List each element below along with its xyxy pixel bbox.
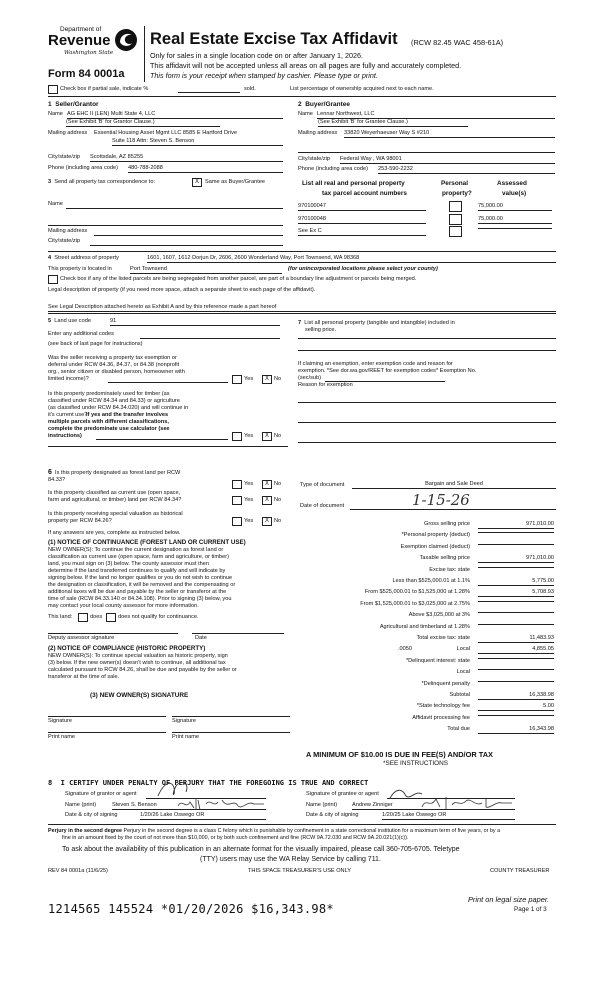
notice-2-line: transferor at the time of sale. — [48, 674, 120, 680]
header-divider — [144, 26, 145, 82]
personal-property-list-2[interactable] — [298, 350, 556, 351]
doc-type-label: Type of document — [300, 482, 345, 488]
header-line-1: Only for sales in a single location code on or after January 1, 2026. — [150, 51, 363, 60]
sec7-label: 7 List all personal property (tangible and intangible) included in — [298, 320, 455, 326]
historic-no-checkbox[interactable]: X — [262, 517, 272, 526]
q2-yes-checkbox[interactable] — [232, 432, 242, 441]
grantee-name-label: Name (print) — [306, 802, 338, 808]
sec3-city-label: City/state/zip — [48, 238, 81, 244]
personal-property-checkbox[interactable] — [449, 226, 462, 237]
s6-q3-line: property per RCW 84.26? — [48, 518, 112, 524]
calc-row-value[interactable]: 971,010.00 — [478, 521, 554, 529]
deputy-date-line[interactable] — [192, 633, 284, 634]
q2-line: classified under RCW 84.34 and 84.33) or agriculture — [48, 398, 180, 404]
s6-q1-line-2: 84.33? — [48, 477, 66, 483]
current-use-yes-label: Yes — [244, 497, 254, 503]
s6-q2-line: Is this property classified as current use (open space, — [48, 490, 181, 496]
grantee-signature-label: Signature of grantee or agent — [306, 791, 379, 797]
grantor-initials-scribble-icon — [176, 796, 270, 812]
q1-no-label: No — [274, 376, 282, 382]
notice-1-line: time of sale (RCW 84.33.140 or 84.34.108). Prior to signing (3) below, you — [48, 596, 232, 602]
legal-paper-note: Print on legal size paper. — [468, 895, 550, 904]
calc-row-value[interactable] — [478, 612, 554, 613]
sec7-label-2: selling price. — [305, 327, 337, 333]
grantee-initials-scribble-icon — [420, 795, 520, 811]
location-field[interactable]: Port Townsend — [130, 266, 282, 274]
q2b-line: complete the predominate use calculator (see — [48, 426, 170, 432]
seller-phone-label: Phone (including area code) — [48, 165, 118, 171]
does-not-label: does not qualify for continuance. — [118, 614, 199, 620]
partial-sale-label: Check box if partial sale, indicate % — [60, 86, 149, 92]
parcel-number[interactable]: See Ex C — [298, 228, 426, 236]
calc-row-value[interactable] — [478, 681, 554, 682]
county-treasurer-label: COUNTY TREASURER — [490, 868, 550, 874]
land-use-label: 5 Land use code — [48, 318, 91, 324]
form-number: Form 84 0001a — [48, 68, 125, 80]
location-note: (for unincorporated locations please select your county) — [288, 266, 438, 272]
calc-row-value[interactable]: 5,775.00 — [478, 578, 554, 586]
q1-line: org., senior citizen or disabled person, homeowner with — [48, 369, 185, 375]
local-rate-label: .0050 — [398, 646, 412, 653]
calc-row-value[interactable] — [478, 624, 554, 625]
rule-4 — [48, 446, 288, 447]
see-back-note: (see back of last page for instructions) — [48, 341, 143, 347]
q1-line: Was the seller receiving a property tax exemption or — [48, 355, 177, 361]
buyer-city-field[interactable]: Federal Way , WA 98001 — [340, 156, 555, 164]
seller-name-label: Name — [48, 111, 63, 117]
see-instructions-note: *SEE INSTRUCTIONS — [383, 760, 448, 767]
new-owner-signature-line-2[interactable] — [172, 716, 290, 717]
notice-2-heading: (2) NOTICE OF COMPLIANCE (HISTORIC PROPERTY) — [48, 645, 206, 652]
calc-row-value[interactable]: 5,708.93 — [478, 589, 554, 597]
personal-property-checkbox[interactable] — [449, 214, 462, 225]
street-address-label: 4 Street address of property — [48, 255, 119, 261]
calc-row-value[interactable] — [478, 715, 554, 716]
deputy-date-label: Date — [195, 635, 207, 641]
notice-2-line: NEW OWNER(S): To continue special valuation as historic property, sign — [48, 653, 228, 659]
notice-2-line: calculated pursuant to RCW 84.26, shall be due and payable by the seller or — [48, 667, 237, 673]
logo-revenue-text: Revenue — [48, 32, 111, 49]
notice-1-line: classification as current use (open space, farm and agriculture, or timber) — [48, 554, 229, 560]
historic-yes-label: Yes — [244, 518, 254, 524]
sec3-blank-line[interactable] — [48, 225, 283, 226]
parcel-number[interactable]: 970100048 — [298, 216, 426, 224]
calc-row-label: From $1,525,000.01 to $3,025,000 at 2.75% — [360, 600, 470, 607]
sec3-city-field[interactable] — [90, 245, 283, 246]
calc-row-label: Total due — [447, 726, 470, 733]
q1-yes-label: Yes — [244, 376, 254, 382]
this-land-label: This land: — [48, 614, 73, 620]
dor-logo — [48, 26, 142, 70]
q2-no-checkbox[interactable]: X — [262, 432, 272, 441]
notice-1-line: land, you must sign on (3) below. The county assessor must then — [48, 561, 209, 567]
q2b-line: If yes and the transfer involves — [86, 412, 169, 418]
historic-no-label: No — [274, 518, 282, 524]
q2-line: Is this property predominately used for timber (as — [48, 391, 170, 397]
certify-statement: 8 I CERTIFY UNDER PENALTY OF PERJURY THAT THE FOREGOING IS TRUE AND CORRECT — [48, 779, 369, 787]
calc-row-label: Agricultural and timberland at 1.28% — [379, 623, 470, 630]
calc-row-label: Less than $525,000.01 at 1.1% — [392, 578, 470, 584]
calc-row-label: Exemption claimed (deduct) — [400, 543, 470, 550]
assessed-value[interactable]: 75,000.00 — [478, 216, 552, 224]
assessed-value[interactable] — [478, 228, 552, 229]
rule-5 — [48, 824, 556, 825]
calc-row-value[interactable]: 11,483.93 — [478, 635, 554, 643]
calc-row-value[interactable]: 4,855.05 — [478, 646, 554, 654]
logo-swirl-icon — [114, 28, 138, 52]
calc-row-label: Local — [456, 669, 470, 676]
doc-date-label: Date of document — [300, 503, 345, 509]
same-as-buyer-checkbox[interactable]: X — [192, 178, 202, 187]
calc-row-value[interactable] — [478, 669, 554, 670]
new-owner-signature-label-2: Signature — [172, 718, 196, 724]
rule-1 — [48, 96, 556, 97]
notice-2-line: (3) below. If the new owner(s) doesn't wish to continue, all additional tax — [48, 660, 226, 666]
calc-row-value[interactable] — [478, 658, 554, 659]
notice-1-line: signing below. If the land no longer qualifies or you do not wish to continue — [48, 575, 233, 581]
additional-codes-label: Enter any additional codes — [48, 331, 114, 337]
ask-line-2: (TTY) users may use the WA Relay Service by calling 711. — [200, 856, 381, 863]
new-owner-print-label-2: Print name — [172, 734, 200, 740]
form-rcw: (RCW 82.45 WAC 458-61A) — [411, 38, 504, 47]
new-owner-print-label: Print name — [48, 734, 76, 740]
buyer-name-field[interactable]: Lennar Northwest, LLC — [317, 111, 555, 119]
seller-address-line-2[interactable]: Suite 118 Attn: Steven S. Benson — [112, 138, 283, 146]
q1-line: deferral under RCW 84.36, 84.37, or 84.38 (nonprofit — [48, 362, 180, 368]
new-owner-signature-label: Signature — [48, 718, 72, 724]
buyer-address-label: Mailing address — [298, 130, 338, 136]
grantee-date-field[interactable]: 1/20/25 Lake Oswego OR — [382, 812, 515, 820]
seller-name-field[interactable]: AG EHC II (LEN) Multi State 4, LLC — [67, 111, 283, 119]
legal-description-label: Legal description of property (if you need more space, attach a separate sheet to each page of the affidavit). — [48, 287, 316, 293]
form-title: Real Estate Excise Tax Affidavit — [150, 30, 398, 48]
q2-leader — [96, 439, 228, 440]
calc-row-label: Excise tax: state — [429, 566, 470, 573]
notice-1-line: may contact your local county assessor for more information. — [48, 603, 199, 609]
perjury-line-2: fine in an amount fixed by the court of not more than $10,000, or by both such confinement and fine (RCW 9A.72.030 and RCW 9A.20.021(1)(c)). — [62, 835, 409, 841]
q1-leader — [108, 382, 228, 383]
q2b-line: multiple parcels with different classifications, — [48, 419, 169, 425]
calc-row-label: Gross selling price — [423, 521, 470, 527]
buyer-city-label: City/state/zip — [298, 156, 331, 162]
seller-address-line-1[interactable]: Essential Housing Asset Mgmt LLC 8585 E Hartford Drive — [94, 130, 238, 136]
notice-1-line: additional taxes will be due and payable by the seller or transferor at the — [48, 589, 227, 595]
buyer-exhibit-note: (See Exhibit 'B' for Grantee Clause.) — [318, 119, 468, 127]
logo-dept-text: Department of — [60, 26, 102, 33]
header-line-3: This form is your receipt when stamped by cashier. Please type or print. — [150, 71, 378, 80]
buyer-address-line-2[interactable] — [298, 152, 555, 153]
exemption-text: (sec/sub) — [298, 375, 322, 381]
land-use-code-field[interactable]: 91 — [110, 318, 280, 326]
new-owner-signature-line[interactable] — [48, 716, 166, 717]
does-checkbox[interactable] — [78, 613, 88, 622]
current-use-yes-checkbox[interactable] — [232, 496, 242, 505]
calc-row-value[interactable]: 16,343.98 — [478, 726, 554, 734]
calc-row-label: Taxable selling price — [419, 555, 470, 562]
calc-row-value[interactable] — [478, 601, 554, 602]
personal-property-checkbox[interactable] — [449, 201, 462, 212]
calc-row-label: *Personal property (deduct) — [401, 532, 470, 539]
assessed-heading-2: value(s) — [502, 190, 527, 197]
rule-2 — [48, 251, 556, 252]
ownership-note: List percentage of ownership acquired next to each name. — [290, 86, 434, 92]
parcels-heading-1: List all real and personal property — [302, 180, 405, 187]
seller-address-label: Mailing address — [48, 130, 88, 136]
exemption-reason-field-2[interactable] — [298, 422, 556, 423]
exemption-text: exemption. *See dor.wa.gov/REET for exemption codes* Exemption No. — [298, 368, 477, 374]
logo-state-text: Washington State — [64, 50, 114, 56]
current-use-no-checkbox[interactable]: X — [262, 496, 272, 505]
calc-row-label: Affidavit processing fee — [412, 714, 470, 721]
personal-property-list-1[interactable] — [298, 338, 556, 339]
segregated-label: Check box if any of the listed parcels are being segregated from another parcel, are part of a boundary line adjustment or parcels being merged. — [60, 276, 417, 282]
revision-label: REV 84 0001a (11/6/25) — [48, 868, 108, 874]
deputy-signature-line[interactable] — [48, 633, 178, 634]
grantor-date-field[interactable]: 1/20/26 Lake Oswego OR — [140, 812, 266, 820]
assessed-heading-1: Assessed — [497, 180, 527, 187]
ask-line-1: To ask about the availability of this publication in an alternate format for the visually impaired, please call 360-705-6705. Teletype — [62, 846, 460, 853]
cashier-receipt-stamp: 1214565 145524 *01/20/2026 $16,343.98* — [48, 902, 334, 916]
q2-no-label: No — [274, 433, 282, 439]
calc-row-label: Total excise tax: state — [416, 635, 470, 641]
doc-date-handwritten: 1-15-26 — [412, 491, 470, 509]
calc-row-value[interactable]: 16,338.98 — [478, 692, 554, 700]
street-address-field[interactable]: 1601, 1607, 1612 Dorjun Dr, 2606, 2600 Wonderland Way, Port Townsend, WA 98368 — [147, 255, 556, 263]
notice-1-line: the designation or classification, it will be removed and the compensating or — [48, 582, 236, 588]
grantee-name-field[interactable]: Andrew Zinniger — [352, 802, 515, 810]
partial-percent-field[interactable] — [178, 92, 240, 93]
sec3-text: 3 Send all property tax correspondence to: — [48, 179, 155, 185]
location-label: This property is located in — [48, 266, 112, 272]
buyer-phone-label: Phone (including area code) — [298, 166, 368, 172]
q2b-line: instructions) — [48, 433, 82, 439]
calc-row-label: *Delinquent penalty — [421, 680, 470, 687]
calc-row-value[interactable]: 971,010.00 — [478, 555, 554, 563]
same-as-buyer-label: Same as Buyer/Grantee — [205, 179, 266, 185]
partial-sale-checkbox[interactable] — [48, 85, 58, 94]
s6-q2-line: farm and agricultural, or timber) land per RCW 84.34? — [48, 497, 182, 503]
grantor-date-label: Date & city of signing — [65, 812, 118, 818]
seller-city-field[interactable]: Scottsdale, AZ 85255 — [90, 154, 283, 162]
doc-date-field[interactable] — [350, 509, 556, 510]
perjury-line-1: Perjury in the second degree Perjury in the second degree is a class C felony which is punishable by confinement in a state correctional institution for a maximum term of five years, or by a — [48, 828, 501, 834]
calc-row-label: Subtotal — [449, 692, 470, 698]
seller-exhibit-note: (See Exhibit 'B' for Grantor Clause.) — [66, 119, 220, 127]
notice-1-line: NEW OWNER(S): To continue the current designation as forest land or — [48, 547, 224, 553]
exemption-reason-field[interactable] — [298, 402, 556, 403]
exemption-text: If claiming an exemption, enter exemption code and reason for — [298, 361, 453, 367]
deputy-signature-label: Deputy assessor signature — [48, 635, 115, 641]
forest-yes-checkbox[interactable] — [232, 480, 242, 489]
q2-yes-label: Yes — [244, 433, 254, 439]
buyer-address-field[interactable]: 33820 Weyerhaeuser Way S #210 — [344, 130, 555, 138]
s6-q3-line: Is this property receiving special valuation as historical — [48, 511, 183, 517]
grantor-signature-label: Signature of grantor or agent — [65, 791, 137, 797]
calc-row-value[interactable] — [478, 567, 554, 568]
calc-row-value[interactable] — [478, 544, 554, 545]
notice-3-heading: (3) NEW OWNER(S) SIGNATURE — [90, 692, 189, 699]
parcels-heading-2: tax parcel account numbers — [322, 190, 407, 197]
page-number: Page 1 of 3 — [514, 906, 547, 913]
exemption-reason-field-3[interactable] — [298, 442, 556, 443]
q1-yes-checkbox[interactable] — [232, 375, 242, 384]
historic-yes-checkbox[interactable] — [232, 517, 242, 526]
calc-row-label: *Delinquent interest: state — [405, 657, 470, 664]
forest-yes-label: Yes — [244, 481, 254, 487]
header-line-2: This affidavit will not be accepted unless all areas on all pages are fully and accurately completed. — [150, 61, 462, 70]
calc-row-label: Above $3,025,000 at 3% — [408, 612, 470, 619]
legal-description-field[interactable]: See Legal Description attached hereto as Exhibit A and by this reference made a part hereof — [48, 304, 556, 312]
q2-line: it's current use? — [48, 412, 88, 418]
does-not-checkbox[interactable] — [106, 613, 116, 622]
notice-1-line: determine if the land transferred continues to qualify and will indicate by — [48, 568, 226, 574]
sec3-name-label: Name — [48, 201, 63, 207]
grantee-date-label: Date & city of signing — [306, 812, 359, 818]
personal-heading-1: Personal — [441, 180, 468, 187]
segregated-checkbox[interactable] — [48, 275, 58, 284]
notice-1-heading: (1) NOTICE OF CONTINUANCE (FOREST LAND OR CURRENT USE) — [48, 539, 246, 546]
calc-row-value[interactable] — [478, 532, 554, 533]
calc-row-label: Local — [456, 646, 470, 653]
seller-city-label: City/state/zip — [48, 154, 81, 160]
grantor-name-label: Name (print) — [65, 802, 97, 808]
assessed-value[interactable]: 75,000.00 — [478, 203, 552, 211]
buyer-name-label: Name — [298, 111, 313, 117]
buyer-phone-field[interactable]: 253-590-2232 — [378, 166, 555, 174]
calc-row-value[interactable]: 5.00 — [478, 703, 554, 711]
minimum-due-note: A MINIMUM OF $10.00 IS DUE IN FEE(S) AND/OR TAX — [306, 750, 493, 759]
sec3-name-field[interactable] — [66, 208, 283, 209]
q1-line: limited income)? — [48, 376, 89, 382]
parcel-number[interactable]: 970100047 — [298, 203, 426, 211]
doc-type-field[interactable]: Bargain and Sale Deed — [352, 481, 556, 489]
q1-no-checkbox[interactable]: X — [262, 375, 272, 384]
calc-row-label: From $525,000.01 to $1,525,000 at 1.28% — [364, 589, 470, 596]
new-owner-print-line-2[interactable] — [172, 732, 290, 733]
personal-heading-2: property? — [442, 190, 472, 197]
forest-no-label: No — [274, 481, 282, 487]
calc-row-label: *State technology fee — [416, 703, 470, 710]
partial-sold-label: sold. — [244, 86, 256, 92]
sec3-mail-label: Mailing address — [48, 228, 88, 234]
current-use-no-label: No — [274, 497, 282, 503]
rule-3 — [48, 313, 556, 314]
new-owner-print-line[interactable] — [48, 732, 166, 733]
q2-line: (as classified under RCW 84.34.020) and will continue in — [48, 405, 189, 411]
forest-no-checkbox[interactable]: X — [262, 480, 272, 489]
exemption-reason-label: Reason for exemption — [298, 382, 353, 388]
does-label: does — [90, 614, 103, 620]
s6-q1-line: 6 Is this property designated as forest land per RCW — [48, 469, 181, 476]
sec3-mail-field[interactable] — [94, 235, 283, 236]
grantor-name-field[interactable]: Steven S. Benson — [112, 802, 266, 810]
treasurer-use-label: THIS SPACE TREASURER'S USE ONLY — [248, 868, 352, 874]
if-yes-note: If any answers are yes, complete as instructed below. — [48, 530, 181, 536]
buyer-heading: 2 Buyer/Grantee — [298, 101, 351, 108]
seller-heading: 1 Seller/Grantor — [48, 101, 99, 108]
seller-phone-field[interactable]: 480-788-2088 — [128, 165, 283, 173]
additional-codes-field[interactable] — [140, 338, 280, 339]
